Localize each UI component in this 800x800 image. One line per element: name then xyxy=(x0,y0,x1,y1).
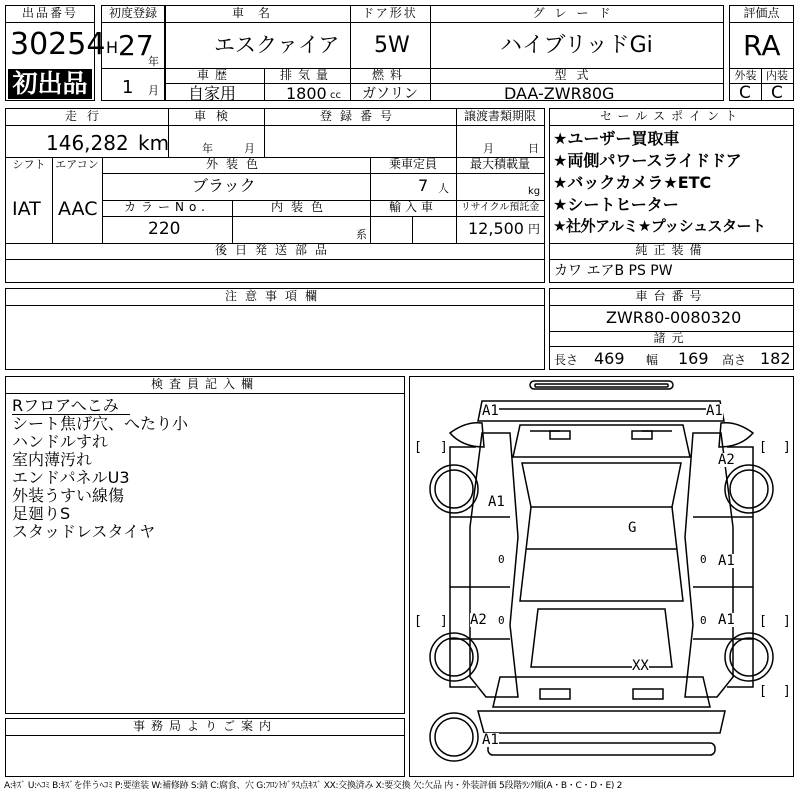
bracket-mark: [ xyxy=(759,614,767,629)
color-no: 220 xyxy=(148,219,181,239)
rating: RA xyxy=(743,29,781,62)
inspector-line: シート焦げ穴、へたり小 xyxy=(12,414,189,433)
inspection-month-unit: 月 xyxy=(244,142,255,155)
sales-point-item: ★両側パワースライドドア xyxy=(553,151,742,170)
genuine-equipment-label: 純正装備 xyxy=(635,243,708,257)
interior-color-unit: 系 xyxy=(356,228,367,241)
inspector-line: スタッドレスタイヤ xyxy=(12,522,156,541)
exterior-color: ブラック xyxy=(192,176,256,195)
bracket-mark: [ xyxy=(759,684,767,699)
grade-label: グレード xyxy=(532,6,621,20)
lot-number: 30254 xyxy=(10,27,106,62)
transfer-month-unit: 月 xyxy=(483,142,494,155)
zero-mark: 0 xyxy=(498,614,505,627)
rating-label: 評価点 xyxy=(743,6,780,20)
legend-text: A:ｷｽﾞ U:ﾍｺﾐ B:ｷｽﾞを伴うﾍｺﾐ P:要塗装 W:補修跡 S:錆 C:腐食、穴 G:ﾌﾛﾝﾄｶﾞﾗｽ点ｷｽﾞ XX:交換済み X:要交換 欠:欠品 内・外装評価 5段階ﾗﾝｸ順(A・B・C・D・E) 2 xyxy=(4,781,623,791)
bracket-mark: ] xyxy=(440,440,448,455)
recycle-label: リサイクル預託金 xyxy=(460,202,540,213)
chassis-box xyxy=(549,288,794,370)
height: 182 xyxy=(760,349,791,368)
year-unit: 年 xyxy=(148,55,159,68)
transfer-label: 譲渡書類期限 xyxy=(463,109,536,123)
notes-label: 注意事項欄 xyxy=(224,289,325,303)
length-label: 長さ xyxy=(554,353,579,367)
displacement: 1800 xyxy=(286,84,327,103)
office-label: 事務局よりご案内 xyxy=(132,719,277,733)
fuel: ガソリン xyxy=(362,86,418,102)
inspector-line: ハンドルすれ xyxy=(12,432,109,451)
exterior-label: 外装 xyxy=(734,69,757,82)
inspector-label: 検査員記入欄 xyxy=(150,377,259,391)
damage-mark: A1 xyxy=(718,553,735,569)
damage-mark: A1 xyxy=(718,612,735,628)
zero-mark: 0 xyxy=(700,614,707,627)
door-type: 5W xyxy=(374,33,410,58)
load-label: 最大積載量 xyxy=(469,157,530,171)
car-name-label: 車名 xyxy=(231,6,284,20)
length: 469 xyxy=(594,349,625,368)
displacement-label: 排気量 xyxy=(279,68,334,82)
seats-label: 乗車定員 xyxy=(388,157,437,171)
inspector-line: Rフロアへこみ xyxy=(12,396,119,415)
ac-label: エアコン xyxy=(55,158,99,171)
transfer-day-unit: 日 xyxy=(528,142,539,155)
reg-year: 27 xyxy=(118,29,154,62)
sales-point-item: ★ユーザー買取車 xyxy=(553,129,680,148)
month-unit: 月 xyxy=(148,84,159,97)
history-label: 車歴 xyxy=(196,68,233,82)
car-name: エスクァイア xyxy=(214,33,340,57)
interior-grade: C xyxy=(771,83,783,103)
interior-color-label: 内装色 xyxy=(270,200,331,214)
bracket-mark: [ xyxy=(414,440,422,455)
bracket-mark: ] xyxy=(783,614,791,629)
later-parts-label: 後日発送部品 xyxy=(214,243,335,257)
recycle-deposit: 12,500 xyxy=(468,219,524,238)
car-outline xyxy=(410,377,793,776)
interior-label: 内装 xyxy=(766,69,788,82)
inspector-underline xyxy=(12,414,130,415)
zero-mark: 0 xyxy=(498,553,505,566)
height-label: 高さ xyxy=(722,353,747,367)
chassis-label: 車台番号 xyxy=(635,289,708,303)
bracket-mark: [ xyxy=(759,440,767,455)
load-unit: kg xyxy=(528,186,541,197)
damage-mark: XX xyxy=(632,658,649,674)
inspector-notes xyxy=(12,397,188,541)
displacement-unit: cc xyxy=(330,90,341,101)
import-label: 輸入車 xyxy=(388,200,437,214)
rating-box xyxy=(729,5,794,101)
shift: IAT xyxy=(12,198,41,220)
bracket-mark: ] xyxy=(440,614,448,629)
genuine-equipment: カワ エアB PS PW xyxy=(554,263,673,279)
recycle-unit: 円 xyxy=(528,222,541,236)
door-label: ドア形状 xyxy=(362,6,418,20)
sales-point-item: ★シートヒーター xyxy=(553,195,679,214)
sales-point-item: ★社外アルミ★プッシュスタート xyxy=(553,217,766,235)
inspector-line: 室内薄汚れ xyxy=(12,450,93,469)
seats-unit: 人 xyxy=(438,182,449,195)
reg-no-label: 登録番号 xyxy=(319,109,400,123)
first-listing-badge: 初出品 xyxy=(8,69,92,99)
mileage-label: 走行 xyxy=(64,109,109,123)
chassis-number: ZWR80-0080320 xyxy=(606,308,742,327)
model: DAA-ZWR80G xyxy=(504,84,615,103)
color-label: 外装色 xyxy=(205,157,266,171)
seats: 7 xyxy=(418,176,429,195)
inspector-line: エンドパネルU3 xyxy=(12,468,130,487)
damage-mark: A1 xyxy=(482,732,499,748)
inspector-line: 外装うすい線傷 xyxy=(12,486,125,505)
damage-mark: G xyxy=(628,520,637,536)
inspection-label: 車検 xyxy=(193,109,238,123)
reg-month: 1 xyxy=(122,77,134,98)
mileage-unit: km xyxy=(138,131,170,155)
dims-label: 諸元 xyxy=(653,331,690,345)
lot-number-box xyxy=(5,5,106,101)
fuel-label: 燃料 xyxy=(371,68,408,82)
lot-number-label: 出品番号 xyxy=(21,6,78,20)
sales-points-label: セールスポイント xyxy=(600,109,743,123)
damage-mark: A2 xyxy=(718,452,735,468)
color-no-label: カラーNo. xyxy=(124,200,210,214)
era: H xyxy=(106,38,119,57)
damage-mark: A1 xyxy=(482,403,499,419)
inspection-year-unit: 年 xyxy=(202,142,213,155)
shift-label: シフト xyxy=(12,158,46,171)
ac: AAC xyxy=(58,198,98,220)
detail-box xyxy=(5,108,545,283)
zero-mark: 0 xyxy=(700,553,707,566)
sales-point-item: ★バックカメラ★ETC xyxy=(553,173,712,192)
car-diagram xyxy=(409,376,794,777)
width: 169 xyxy=(678,349,709,368)
bracket-mark: ] xyxy=(783,684,791,699)
model-label: 型式 xyxy=(554,68,599,82)
vehicle-info-box xyxy=(165,5,724,101)
first-registration-label: 初度登録 xyxy=(108,6,157,20)
mileage: 146,282 xyxy=(46,131,129,155)
inspector-line: 足廻りS xyxy=(12,504,71,523)
notes-box xyxy=(5,288,545,370)
damage-mark: A1 xyxy=(488,494,505,510)
inspector-box xyxy=(5,376,405,714)
bracket-mark: ] xyxy=(783,440,791,455)
bracket-mark: [ xyxy=(414,614,422,629)
width-label: 幅 xyxy=(646,353,659,367)
first-registration-box xyxy=(101,5,165,101)
history: 自家用 xyxy=(188,84,237,103)
grade: ハイブリッドGi xyxy=(500,33,653,58)
exterior-grade: C xyxy=(739,83,751,103)
damage-mark: A1 xyxy=(706,403,723,419)
office-box xyxy=(5,718,405,777)
sales-points-box xyxy=(549,108,794,283)
damage-mark: A2 xyxy=(470,612,487,628)
